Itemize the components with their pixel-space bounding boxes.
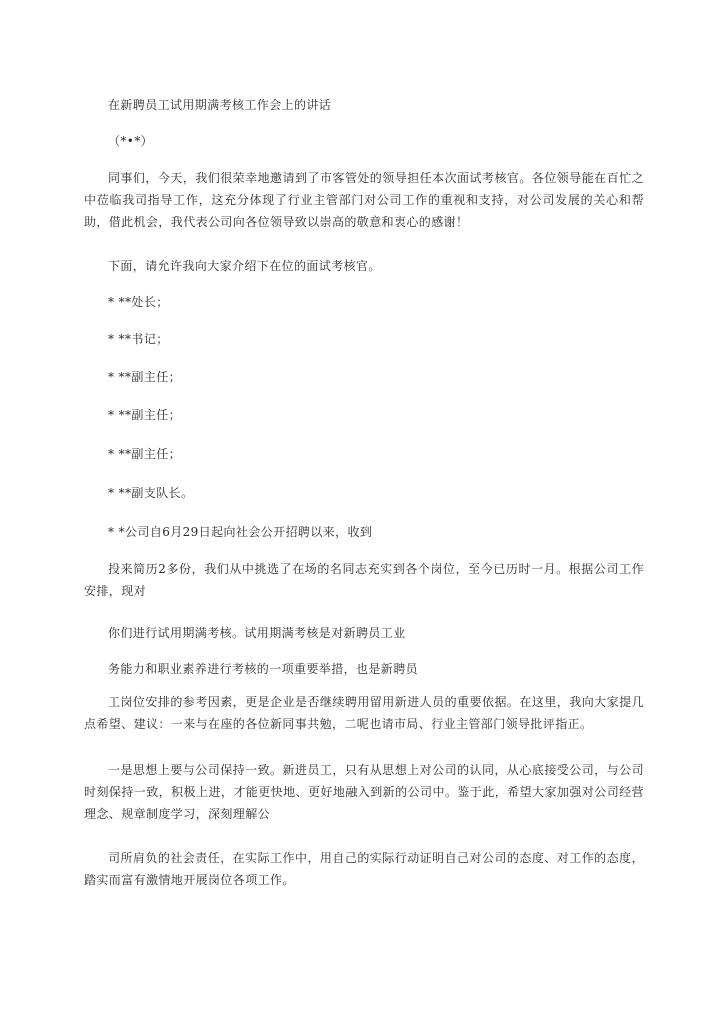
list-item: * **副主任； [108,447,182,461]
list-item: * **处长； [108,295,169,309]
paragraph-responsibility: 司所肩负的社会责任，在实际工作中，用自己的实际行动证明自己对公司的态度、对工作的态度，踏实而富有激情地开展岗位各项工作。 [84,851,644,887]
list-item: * **书记； [108,332,169,346]
list-item: * **副主任； [108,408,182,422]
list-item: * **副支队长。 [108,486,194,500]
paragraph-assessment-line1: 你们进行试用期满考核。试用期满考核是对新聘员工业 [108,626,406,640]
paragraph-assessment-line2: 务能力和职业素养进行考核的一项重要举措，也是新聘员 [108,662,419,676]
document-author: （*•*） [108,134,154,148]
list-item: * **副主任； [108,370,182,384]
document-title: 在新聘员工试用期满考核工作会上的讲话 [108,98,332,112]
list-item: * *公司自6月29日起向社会公开招聘以来，收到 [108,525,373,539]
paragraph-point-one: 一是思想上要与公司保持一致。新进员工，只有从思想上对公司的认同，从心底接受公司，与公司时刻保持一致，积极上进，才能更快地、更好地融入到新的公司中。鉴于此，希望大家加强对公司经营理念、规章制度学习，深刻理解公 [84,763,644,821]
paragraph-greeting: 同事们，今天，我们很荣幸地邀请到了市客管处的领导担任本次面试考核官。各位领导能在百忙之中莅临我司指导工作，这充分体现了行业主管部门对公司工作的重视和支持，对公司发展的关心和帮助，借此机会，我代表公司向各位领导致以崇高的敬意和衷心的感谢！ [84,171,644,229]
paragraph-recruitment: 投来简历2多份，我们从中挑选了在场的名同志充实到各个岗位，至今已历时一月。根据公司工作安排，现对 [84,562,644,598]
paragraph-introduction: 下面，请允许我向大家介绍下在位的面试考核官。 [108,259,381,273]
paragraph-suggestions: 工岗位安排的参考因素，更是企业是否继续聘用留用新进人员的重要依据。在这里，我向大家提几点希望、建议：一来与在座的各位新同事共勉，二呢也请市局、行业主管部门领导批评指正。 [84,695,644,731]
